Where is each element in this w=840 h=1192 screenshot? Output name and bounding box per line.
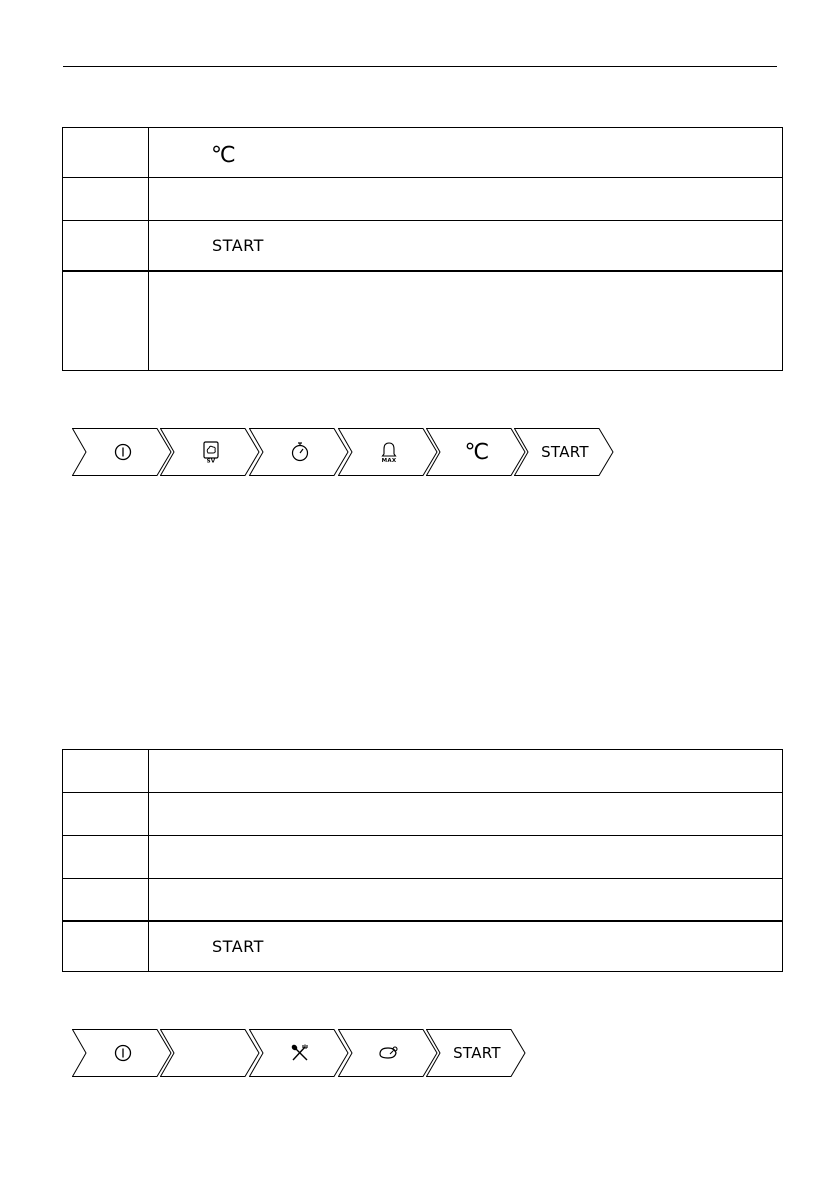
max-label: MAX: [381, 458, 397, 463]
table-row: [63, 271, 783, 371]
start-step-label: START: [453, 1044, 501, 1062]
step-number: [63, 750, 149, 793]
steps-table-1: [62, 127, 783, 371]
table-row: [63, 128, 783, 178]
step-number: [63, 879, 149, 921]
table-row: [63, 221, 783, 271]
table-row: [63, 178, 783, 221]
cutlery-icon: [263, 1029, 337, 1077]
celsius-label: ℃: [211, 143, 236, 168]
empty-step-label: [174, 1029, 248, 1077]
step-text: [149, 879, 783, 921]
power-icon: [86, 428, 160, 476]
table-row: [63, 750, 783, 793]
timer-icon: [263, 428, 337, 476]
step-text: [149, 836, 783, 879]
step-number: [63, 836, 149, 879]
power-icon: [86, 1029, 160, 1077]
bell-max-icon: [352, 428, 426, 476]
table-row: [63, 836, 783, 879]
table-row: [63, 879, 783, 921]
start-label: START: [212, 235, 264, 255]
button-sequence-1: [72, 428, 632, 476]
start-step-label: START: [541, 443, 589, 461]
step-number: [63, 271, 149, 371]
step-number: [63, 793, 149, 836]
step-number: [63, 221, 149, 271]
table-row: [63, 921, 783, 972]
steps-table-2: [62, 749, 783, 972]
roast-icon: [352, 1029, 426, 1077]
steam-sv-icon: [174, 428, 248, 476]
celsius-step-label: ℃: [464, 439, 490, 465]
button-sequence-2: [72, 1029, 532, 1077]
step-text: [149, 178, 783, 221]
step-text: [149, 271, 783, 371]
step-number: [63, 178, 149, 221]
step-number: [63, 128, 149, 178]
sv-label: SV: [206, 458, 216, 463]
start-label: START: [212, 936, 264, 956]
step-number: [63, 921, 149, 972]
table-row: [63, 793, 783, 836]
step-text: [149, 793, 783, 836]
header-rule: [63, 66, 777, 67]
step-text: [149, 750, 783, 793]
